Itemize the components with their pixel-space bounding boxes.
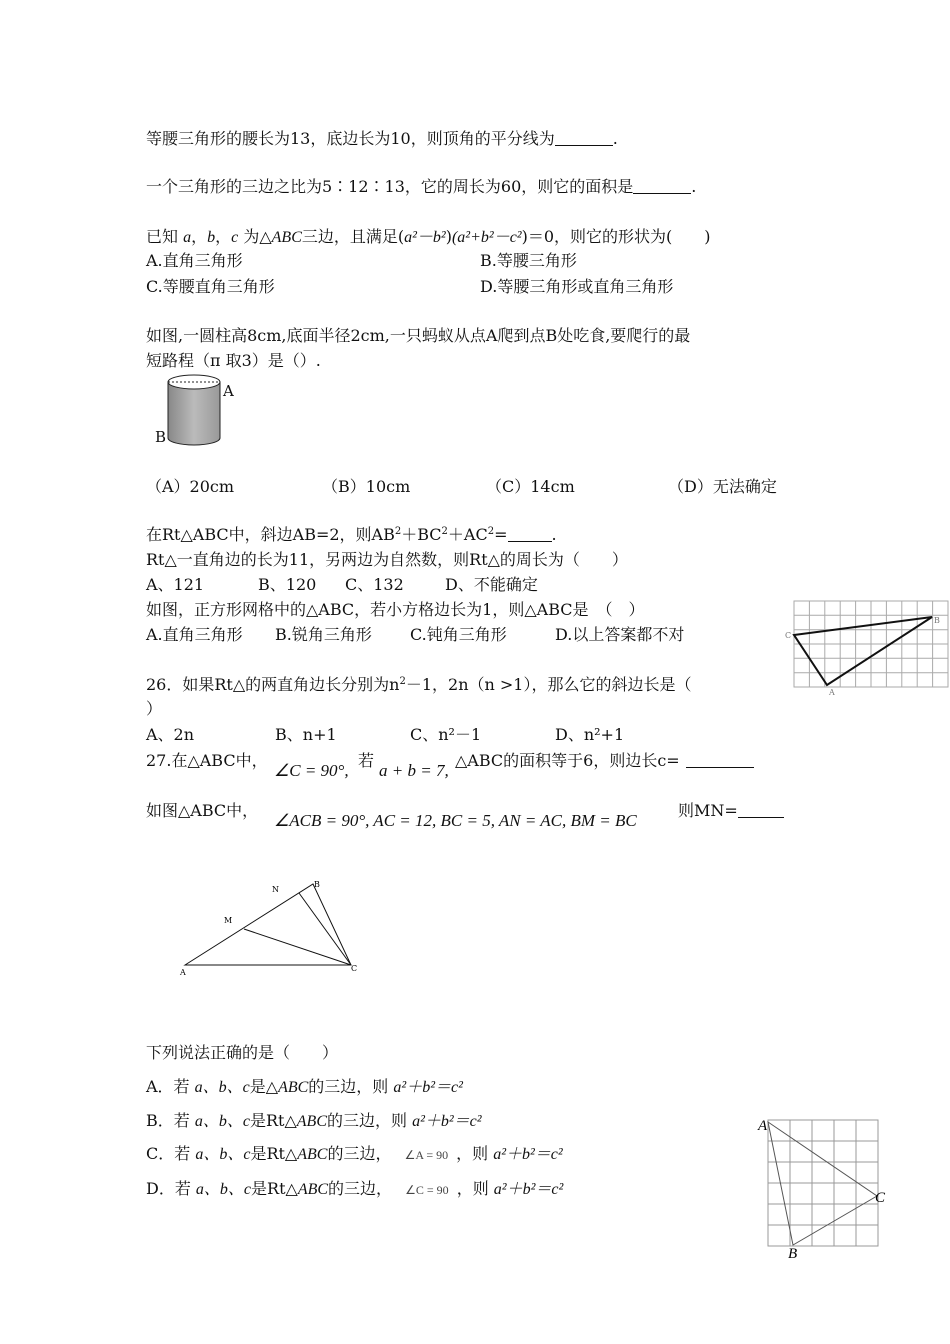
question-ratio-area <box>146 176 696 198</box>
option-a: A、2n <box>146 725 195 744</box>
option-d: D、n²+1 <box>555 725 625 744</box>
question-statement: 下列说法正确的是（ ） <box>146 1043 339 1062</box>
text: 26．如果Rt△的两直角边长分别为n <box>146 675 400 694</box>
text: 是Rt△ <box>250 1144 298 1163</box>
question-isosceles-bisector <box>146 128 618 150</box>
label-a: A <box>758 1118 768 1134</box>
text: ＋AC <box>447 525 488 544</box>
letter: A．若 <box>146 1077 195 1096</box>
question-27 <box>146 750 268 772</box>
option-b: B.锐角三角形 <box>275 625 372 644</box>
question-26-line2: ） <box>146 699 163 718</box>
expr1: a²－b² <box>404 229 446 246</box>
text: 为△ <box>238 227 272 246</box>
text: 是Rt△ <box>249 1111 297 1130</box>
label-m: M <box>224 916 233 925</box>
option-a: （A）20cm <box>146 477 235 496</box>
equation: a²＋b²＝c² <box>493 1181 564 1198</box>
triangle-mn-figure <box>175 875 375 985</box>
text: 的三边，则 <box>326 1111 413 1130</box>
var-a: a <box>183 229 192 246</box>
option-a: A、121 <box>146 575 205 594</box>
answer-blank <box>555 129 613 146</box>
option-a: A.直角三角形 <box>146 625 243 644</box>
label-b: B <box>934 616 940 625</box>
label-n: N <box>272 885 279 894</box>
question-text: 一个三角形的三边之比为5∶12∶13，它的周长为60，则它的面积是 <box>146 177 634 196</box>
question-hypotenuse-sum <box>146 524 557 546</box>
text: ＋BC <box>401 525 442 544</box>
vars: a、b、c <box>195 1146 251 1163</box>
statement-d <box>146 1178 563 1201</box>
option-c: （C）14cm <box>486 477 575 496</box>
point-b-label: B <box>155 428 167 446</box>
text: 的三边， <box>327 1144 392 1163</box>
option-c: C.等腰直角三角形 <box>146 277 275 296</box>
period: . <box>612 129 618 148</box>
question-26-line1 <box>146 674 691 696</box>
equation: a²＋b²＝c² <box>393 1079 463 1096</box>
statement-c <box>146 1143 563 1166</box>
text: 在Rt△ABC中，斜边AB=2，则AB <box>146 525 395 544</box>
point-a-label: A <box>223 382 234 400</box>
statement-a <box>146 1076 463 1099</box>
question-text: 等腰三角形的腰长为13，底边长为10，则顶角的平分线为 <box>146 129 555 148</box>
question-perimeter: Rt△一直角边的长为11，另两边为自然数，则Rt△的周长为（ ） <box>146 550 628 569</box>
var-b: b <box>207 229 216 246</box>
question-cylinder-line1: 如图,一圆柱高8cm,底面半径2cm,一只蚂蚁从点A爬到点B处吃食,要爬行的最 <box>146 326 691 345</box>
label-b: B <box>314 880 320 889</box>
text: 的三边，则 <box>308 1077 394 1096</box>
text <box>678 800 784 822</box>
label-b: B <box>788 1246 798 1262</box>
answer-blank <box>686 751 754 768</box>
sup: 2 <box>487 526 495 537</box>
letter: D．若 <box>146 1179 196 1198</box>
question-grid-triangle: 如图，正方形网格中的△ABC，若小方格边长为1，则△ABC是 （ ） <box>146 600 645 619</box>
option-c: C、n²－1 <box>410 725 482 744</box>
label-a: A <box>180 968 186 977</box>
text: ，则 <box>456 1179 494 1198</box>
text: 则MN= <box>678 801 738 820</box>
option-b: B、n+1 <box>275 725 337 744</box>
triangle-name: ABC <box>297 1181 329 1198</box>
option-b: （B）10cm <box>322 477 411 496</box>
condition-sum: a + b = 7, <box>379 761 449 780</box>
sup: 2 <box>399 676 406 687</box>
vars: a、b、c <box>194 1113 250 1130</box>
option-b: B、120 <box>258 575 317 594</box>
condition: ∠ACB = 90°, AC = 12, BC = 5, AN = AC, BM = BC <box>274 811 637 830</box>
period: . <box>551 525 557 544</box>
text: ，则 <box>456 1144 494 1163</box>
var-c: c <box>231 229 239 246</box>
condition-angle-c: ∠C = 90°, <box>274 761 349 780</box>
label-c: C <box>785 631 792 640</box>
angle-condition: ∠C = 90 <box>405 1183 449 1197</box>
text: －1，2n（n >1），那么它的斜边长是（ <box>405 675 692 694</box>
vars: a、b、c <box>194 1079 250 1096</box>
option-b: B.等腰三角形 <box>480 251 577 270</box>
triangle-name: ABC <box>271 229 302 246</box>
answer-blank <box>738 801 784 818</box>
grid-triangle-figure <box>785 598 950 698</box>
option-c: C.钝角三角形 <box>410 625 507 644</box>
grid-triangle-abc-figure <box>755 1112 895 1262</box>
question-cylinder-line2: 短路程（π 取3）是（）. <box>146 351 321 370</box>
text: 是Rt△ <box>251 1179 298 1198</box>
triangle-name: ABC <box>297 1146 328 1163</box>
text: △ABC的面积等于6，则边长c= <box>455 751 680 770</box>
letter: B．若 <box>146 1111 195 1130</box>
question-triangle-shape: 已知 a，b，c 为△ABC三边，且满足(a²－b²)(a²+b²－c²)＝0，则它的形状为( ) <box>146 227 711 246</box>
triangle-name: ABC <box>278 1079 309 1096</box>
sep: ， <box>215 227 232 246</box>
text-ruo: 若 <box>358 751 375 770</box>
answer-blank <box>508 525 552 542</box>
option-a: A.直角三角形 <box>146 251 243 270</box>
label-c: C <box>351 964 358 973</box>
answer-blank <box>633 177 691 194</box>
option-d: D、不能确定 <box>445 575 538 594</box>
period: . <box>691 177 697 196</box>
equation: a²＋b²＝c² <box>493 1146 563 1163</box>
text: 三边，且满足( <box>301 227 405 246</box>
triangle-name: ABC <box>296 1113 327 1130</box>
text: 已知 <box>146 227 184 246</box>
letter: C．若 <box>146 1144 196 1163</box>
sep: ， <box>191 227 208 246</box>
expr2: (a²+b²－c² <box>451 229 522 246</box>
text: = <box>494 525 508 544</box>
text: )＝0，则它的形状为( ) <box>521 227 711 246</box>
label-a: A <box>829 688 835 697</box>
text <box>455 750 754 772</box>
option-d: （D）无法确定 <box>668 477 777 496</box>
statement-b <box>146 1110 482 1133</box>
option-d: D.以上答案都不对 <box>555 625 685 644</box>
text: 是△ <box>249 1077 279 1096</box>
option-d: D.等腰三角形或直角三角形 <box>480 277 674 296</box>
text: 27.在△ABC中， <box>146 751 268 770</box>
vars: a、b、c <box>195 1181 252 1198</box>
option-c: C、132 <box>345 575 404 594</box>
angle-condition: ∠A = 90 <box>404 1148 449 1162</box>
sup: 2 <box>394 526 402 537</box>
sup: 2 <box>441 526 448 537</box>
equation: a²＋b²＝c² <box>412 1113 482 1130</box>
question-mn-text: 如图△ABC中， <box>146 801 259 820</box>
text: 的三边， <box>328 1179 393 1198</box>
label-c: C <box>875 1190 886 1206</box>
